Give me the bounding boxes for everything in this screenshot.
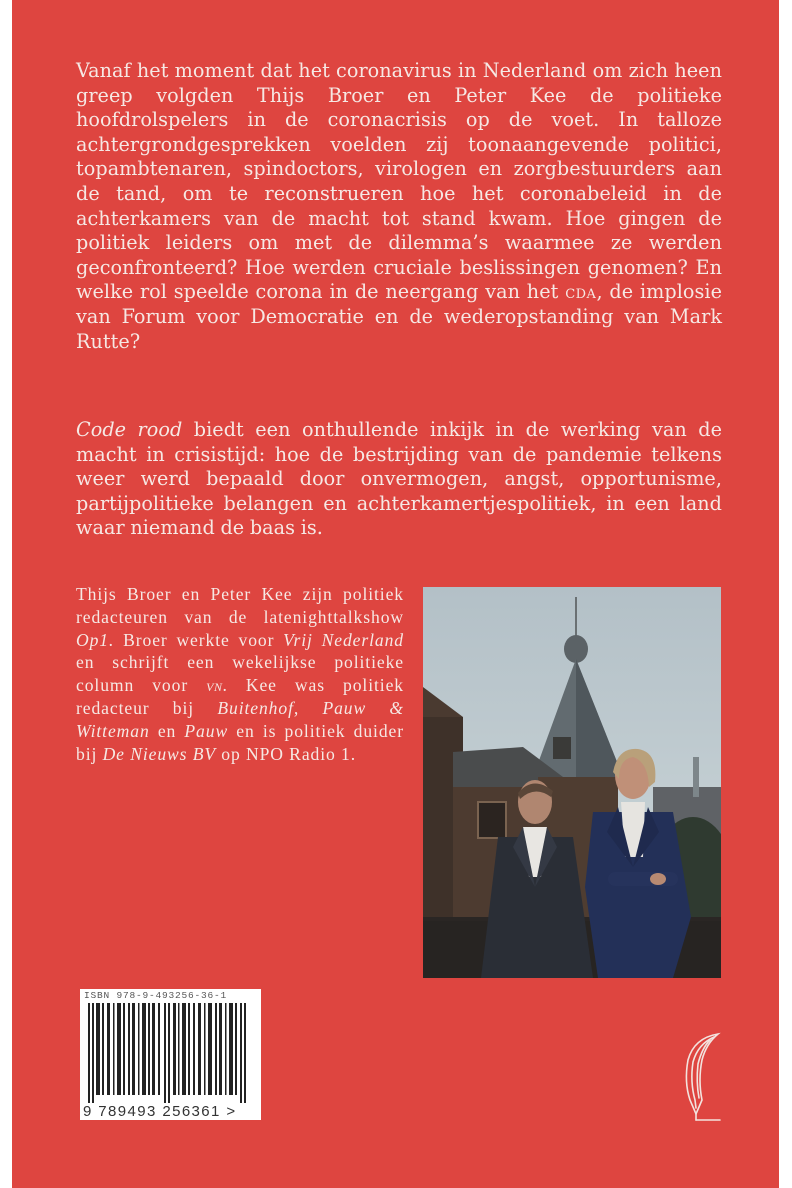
author-photo — [423, 587, 721, 978]
isbn-label: ISBN 978-9-493256-36-1 — [84, 990, 228, 1001]
bio-text: en — [149, 720, 185, 741]
bio-text: en schrijft een wekelijkse politieke column voor — [76, 652, 404, 696]
bio-text — [299, 698, 322, 718]
blurb-paragraph-1 — [76, 59, 722, 354]
bio-show-title: Pauw & Witteman — [76, 697, 404, 741]
blurb-paragraph-2 — [76, 418, 722, 541]
bio-text: Thijs Broer en Peter Kee zijn politiek redacteuren van de latenighttalkshow — [76, 584, 404, 627]
bio-text: en is politiek duider bij — [76, 720, 404, 764]
barcode-digits: 9 789493 256361 > — [83, 1103, 237, 1120]
bio-show-title: Pauw — [184, 720, 229, 741]
author-bio — [76, 583, 404, 765]
bio-show-title: Buitenhof, — [217, 697, 300, 718]
isbn-barcode — [80, 989, 261, 1120]
bio-text: Broer werkte voor — [114, 629, 284, 650]
book-title-italic: Code rood — [76, 418, 183, 441]
blurb-text: biedt een onthullende inkijk in de werking van de macht in crisistijd: hoe de bestrijding van de pandemie telkens weer werd bepaald door onvermogen, angst, opportunisme, partijpolitieke belangen en achterkamertjespolitiek, in een land waar niemand de baas is. — [76, 418, 723, 540]
cda-abbrev: cda — [565, 280, 597, 304]
bio-show-title: De Nieuws BV — [102, 743, 216, 764]
blurb-text: Vanaf het moment dat het coronavirus in Nederland om zich heen greep volgden Thijs Broer en Peter Kee de politieke hoofdrolspelers in de coronacrisis op de voet. In talloze achtergrondgesprekken voelden zij toonaangevende politici, topambtenaren, spindoctors, virologen en zorgbestuurders aan de tand, om te reconstrueren hoe het coronabeleid in de achterkamers van de macht tot stand kwam. Hoe gingen de politiek leiders om met de dilemma’s waarmee ze werden geconfronteerd? Hoe werden cruciale beslissingen genomen? En welke rol speelde corona in de neergang van het — [76, 59, 722, 304]
bio-show-title: Op1. — [76, 629, 115, 650]
bio-magazine-abbrev: vn — [206, 675, 223, 696]
bio-text: . Kee was politiek redacteur bij — [76, 675, 404, 718]
bio-text: op NPO Radio 1. — [216, 743, 357, 764]
bio-magazine-title: Vrij Nederland — [283, 629, 405, 650]
barcode-bars — [88, 1003, 252, 1103]
blurb-text-end: , de implosie van Forum voor Democratie en de wederopstanding van Mark Rutte? — [76, 280, 722, 353]
quill-feather-icon — [680, 1030, 724, 1124]
